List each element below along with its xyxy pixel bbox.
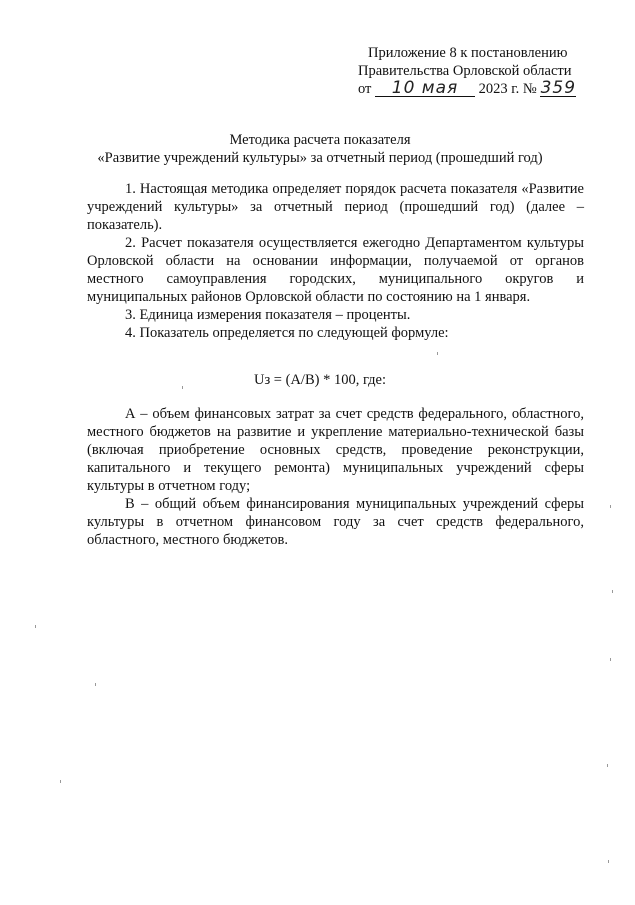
title-line-2: «Развитие учреждений культуры» за отчетный период (прошедший год): [97, 150, 543, 166]
appendix-header: [358, 44, 598, 98]
scan-speck: [608, 860, 609, 863]
appendix-line-2: Правительства Орловской области: [358, 63, 572, 79]
scan-speck: [35, 625, 36, 628]
scan-speck: [437, 352, 438, 355]
definitions: [87, 405, 584, 549]
appendix-line-1: Приложение 8 к постановлению: [368, 45, 568, 61]
formula: Uз = (A/B) * 100, где:: [253, 372, 387, 388]
scan-speck: [610, 505, 611, 508]
scan-speck: [95, 683, 96, 686]
definition-a: А – объем финансовых затрат за счет средств федерального, областного, местного бюджетов на развитие и укрепление материально-технической базы (включая приобретение основных средств, проведение реконструкции, капитального и текущего ремонта) муниципальных учреждений сферы культуры в отчетном году;: [87, 406, 584, 494]
title-line-1: Методика расчета показателя: [229, 132, 411, 148]
scan-speck: [182, 386, 183, 389]
scan-speck: [610, 658, 611, 661]
definition-b: В – общий объем финансирования муниципальных учреждений сферы культуры в отчетном финансовом году за счет средств федерального, областного, местного бюджетов.: [87, 496, 584, 548]
handwritten-number: 359: [540, 78, 577, 98]
handwritten-date: 10 мая: [375, 80, 475, 97]
methodology-body: [87, 180, 584, 342]
appendix-date-line: [358, 80, 598, 98]
scan-speck: [60, 780, 61, 783]
scan-speck: [612, 590, 613, 593]
paragraph-1: 1. Настоящая методика определяет порядок расчета показателя «Развитие учреждений культуры» за отчетный период (прошедший год) (далее – показатель).: [87, 181, 584, 233]
paragraph-3: 3. Единица измерения показателя – проценты.: [125, 307, 411, 323]
scan-speck: [607, 764, 608, 767]
paragraph-4: 4. Показатель определяется по следующей формуле:: [125, 325, 449, 341]
from-prefix: от: [358, 81, 372, 97]
paragraph-2: 2. Расчет показателя осуществляется ежегодно Департаментом культуры Орловской области на основании информации, получаемой от органов местного самоуправления городских, муниципального округов и муниципальных районов Орловской области по состоянию на 1 января.: [87, 235, 584, 305]
year-and-number-label: 2023 г. №: [478, 81, 537, 97]
document-title: [40, 131, 600, 167]
